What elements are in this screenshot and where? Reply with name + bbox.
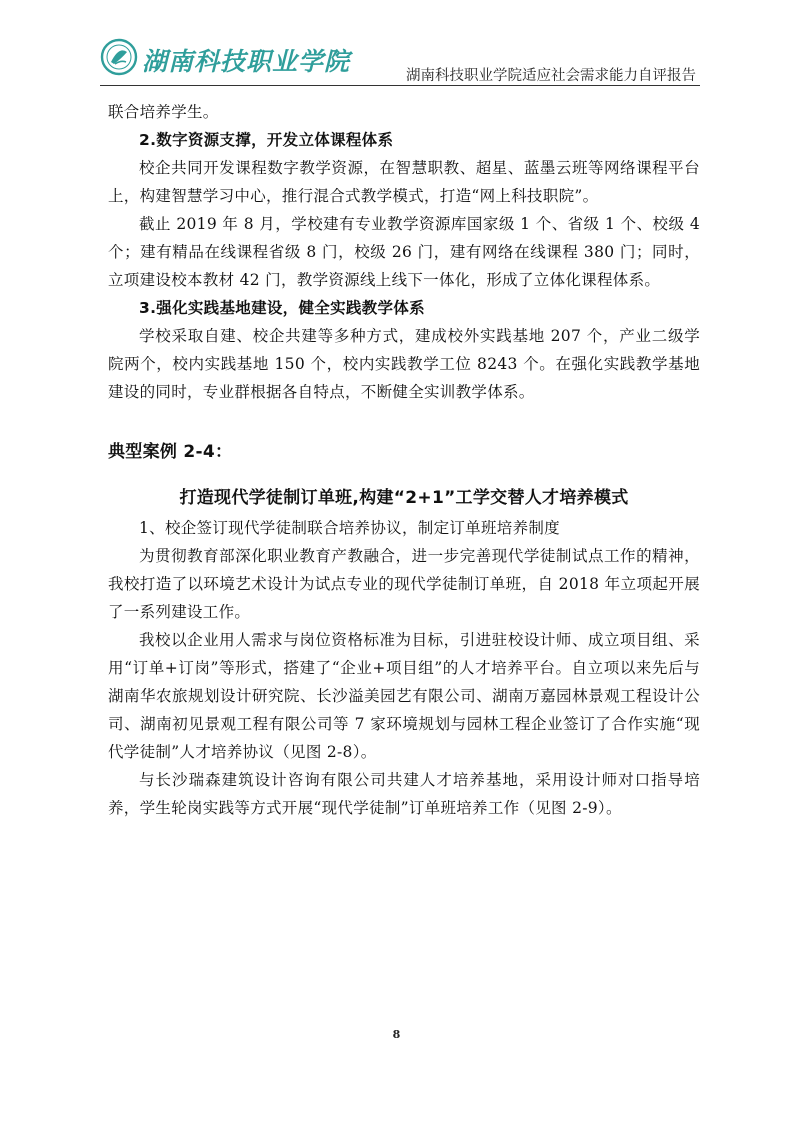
paragraph: 联合培养学生。 xyxy=(108,103,219,121)
case-heading: 典型案例 2-4： xyxy=(108,442,233,462)
header-divider xyxy=(100,85,700,86)
case-title: 打造现代学徒制订单班,构建“2+1”工学交替人才培养模式 xyxy=(179,488,629,508)
report-title: 湖南科技职业学院适应社会需求能力自评报告 xyxy=(406,68,696,84)
section-heading-3: 3.强化实践基地建设，健全实践教学体系 xyxy=(139,299,425,317)
paragraph: 校企共同开发课程数字教学资源，在智慧职教、超星、蓝墨云班等网络课程平台上，构建智慧学习中心，推行混合式教学模式，打造“网上科技职院”。 xyxy=(108,159,700,205)
page-body xyxy=(108,98,700,822)
paragraph: 为贯彻教育部深化职业教育产教融合，进一步完善现代学徒制试点工作的精神，我校打造了以环境艺术设计为试点专业的现代学徒制订单班，自 2018 年立项起开展了一系列建设工作。 xyxy=(108,547,700,621)
paragraph: 我校以企业用人需求与岗位资格标准为目标，引进驻校设计师、成立项目组、采用“订单+订岗”等形式，搭建了“企业+项目组”的人才培养平台。自立项以来先后与湖南华农旅规划设计研究院、长沙溢美园艺有限公司、湖南万嘉园林景观工程设计公司、湖南初见景观工程有限公司等 7 家环境规划与园林工程企业签订了合作实施“现代学徒制”人才培养协议（见图 2-8）。 xyxy=(108,631,700,761)
logo-wordmark: 湖南科技职业学院 xyxy=(142,47,351,76)
paragraph: 截止 2019 年 8 月，学校建有专业教学资源库国家级 1 个、省级 1 个、校级 4 个；建有精品在线课程省级 8 门，校级 26 门，建有网络在线课程 380 门；同时，立项建设校本教材 42 门，教学资源线上线下一体化，形成了立体化课程体系。 xyxy=(108,215,700,289)
paragraph: 与长沙瑞森建筑设计咨询有限公司共建人才培养基地，采用设计师对口指导培养，学生轮岗实践等方式开展“现代学徒制”订单班培养工作（见图 2-9）。 xyxy=(108,771,700,817)
page-header xyxy=(100,36,700,88)
school-seal-icon xyxy=(100,38,138,76)
section-heading-2: 2.数字资源支撑，开发立体课程体系 xyxy=(139,131,394,149)
case-subheading: 1、校企签订现代学徒制联合培养协议，制定订单班培养制度 xyxy=(139,519,560,537)
page-number: 8 xyxy=(392,1028,401,1041)
paragraph: 学校采取自建、校企共建等多种方式，建成校外实践基地 207 个，产业二级学院两个，校内实践基地 150 个，校内实践教学工位 8243 个。在强化实践教学基地建设的同时，专业群根据各自特点，不断健全实训教学体系。 xyxy=(108,327,700,401)
